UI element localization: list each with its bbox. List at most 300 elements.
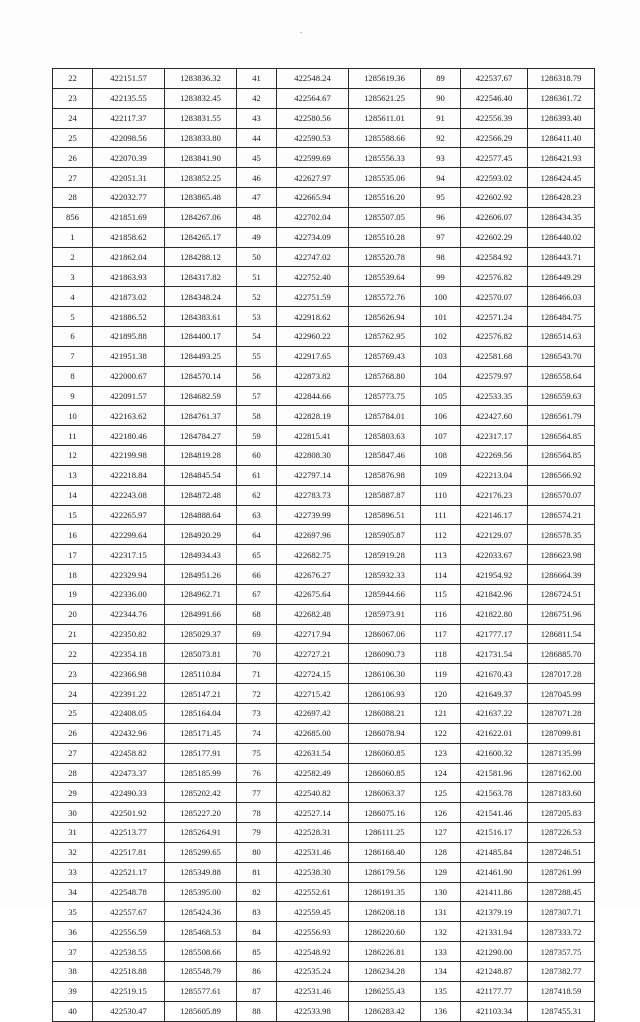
cell-x-coordinate-group-1: 421873.02	[93, 287, 165, 307]
cell-x-coordinate-group-2: 422531.46	[277, 981, 349, 1001]
cell-x-coordinate-group-1: 422538.55	[93, 942, 165, 962]
cell-y-coordinate-group-2: 1285588.66	[349, 128, 421, 148]
cell-point-number-group-1: 8	[53, 366, 93, 386]
cell-y-coordinate-group-2: 1286063.37	[349, 783, 421, 803]
cell-x-coordinate-group-1: 422408.05	[93, 704, 165, 724]
table-row	[53, 525, 595, 545]
cell-y-coordinate-group-3: 1287226.53	[528, 823, 595, 843]
cell-x-coordinate-group-3: 421777.17	[461, 624, 528, 644]
cell-y-coordinate-group-3: 1286514.63	[528, 326, 595, 346]
coordinate-table-body	[53, 69, 595, 1022]
cell-point-number-group-2: 54	[237, 326, 277, 346]
cell-point-number-group-2: 87	[237, 981, 277, 1001]
cell-y-coordinate-group-1: 1284400.17	[165, 326, 237, 346]
cell-x-coordinate-group-1: 422000.67	[93, 366, 165, 386]
cell-point-number-group-3: 126	[421, 803, 461, 823]
cell-x-coordinate-group-1: 422199.98	[93, 446, 165, 466]
table-row	[53, 842, 595, 862]
cell-point-number-group-3: 125	[421, 783, 461, 803]
cell-y-coordinate-group-1: 1285171.45	[165, 723, 237, 743]
table-row	[53, 584, 595, 604]
cell-y-coordinate-group-1: 1285299.65	[165, 842, 237, 862]
cell-y-coordinate-group-3: 1286885.70	[528, 644, 595, 664]
table-row	[53, 723, 595, 743]
cell-x-coordinate-group-2: 422676.27	[277, 565, 349, 585]
cell-y-coordinate-group-3: 1286361.72	[528, 88, 595, 108]
cell-y-coordinate-group-3: 1287017.28	[528, 664, 595, 684]
table-row	[53, 684, 595, 704]
cell-point-number-group-1: 26	[53, 148, 93, 168]
cell-y-coordinate-group-3: 1287307.71	[528, 902, 595, 922]
cell-x-coordinate-group-2: 422960.22	[277, 326, 349, 346]
cell-point-number-group-2: 43	[237, 108, 277, 128]
cell-x-coordinate-group-2: 422727.21	[277, 644, 349, 664]
cell-point-number-group-1: 32	[53, 842, 93, 862]
cell-point-number-group-3: 94	[421, 168, 461, 188]
cell-point-number-group-3: 118	[421, 644, 461, 664]
cell-x-coordinate-group-3: 422576.82	[461, 267, 528, 287]
cell-point-number-group-2: 84	[237, 922, 277, 942]
cell-point-number-group-2: 63	[237, 505, 277, 525]
cell-y-coordinate-group-2: 1285619.36	[349, 69, 421, 89]
cell-y-coordinate-group-2: 1286226.81	[349, 942, 421, 962]
table-row	[53, 188, 595, 208]
cell-y-coordinate-group-3: 1286424.45	[528, 168, 595, 188]
cell-y-coordinate-group-1: 1285164.04	[165, 704, 237, 724]
cell-point-number-group-1: 5	[53, 307, 93, 327]
cell-x-coordinate-group-1: 421858.62	[93, 227, 165, 247]
cell-x-coordinate-group-1: 422366.98	[93, 664, 165, 684]
cell-point-number-group-2: 80	[237, 842, 277, 862]
cell-x-coordinate-group-1: 422051.31	[93, 168, 165, 188]
cell-x-coordinate-group-1: 422135.55	[93, 88, 165, 108]
cell-y-coordinate-group-1: 1284267.06	[165, 207, 237, 227]
cell-point-number-group-1: 36	[53, 922, 93, 942]
cell-y-coordinate-group-3: 1286449.29	[528, 267, 595, 287]
cell-x-coordinate-group-2: 422734.09	[277, 227, 349, 247]
cell-x-coordinate-group-3: 421637.22	[461, 704, 528, 724]
cell-y-coordinate-group-1: 1285177.91	[165, 743, 237, 763]
cell-point-number-group-1: 23	[53, 88, 93, 108]
cell-point-number-group-2: 46	[237, 168, 277, 188]
cell-point-number-group-1: 29	[53, 783, 93, 803]
table-row	[53, 545, 595, 565]
cell-y-coordinate-group-3: 1287071.28	[528, 704, 595, 724]
cell-y-coordinate-group-1: 1284845.54	[165, 465, 237, 485]
cell-point-number-group-1: 34	[53, 882, 93, 902]
cell-point-number-group-3: 131	[421, 902, 461, 922]
cell-y-coordinate-group-2: 1285769.43	[349, 346, 421, 366]
cell-y-coordinate-group-2: 1286168.40	[349, 842, 421, 862]
cell-y-coordinate-group-1: 1283832.45	[165, 88, 237, 108]
cell-point-number-group-3: 122	[421, 723, 461, 743]
cell-point-number-group-1: 38	[53, 961, 93, 981]
cell-y-coordinate-group-1: 1285395.00	[165, 882, 237, 902]
cell-x-coordinate-group-2: 422724.15	[277, 664, 349, 684]
cell-y-coordinate-group-3: 1286428.23	[528, 188, 595, 208]
cell-y-coordinate-group-3: 1286466.03	[528, 287, 595, 307]
cell-point-number-group-3: 107	[421, 426, 461, 446]
cell-point-number-group-2: 88	[237, 1001, 277, 1021]
cell-x-coordinate-group-1: 422517.81	[93, 842, 165, 862]
table-row	[53, 207, 595, 227]
cell-y-coordinate-group-3: 1286393.40	[528, 108, 595, 128]
cell-x-coordinate-group-1: 422117.37	[93, 108, 165, 128]
cell-x-coordinate-group-3: 422129.07	[461, 525, 528, 545]
cell-x-coordinate-group-1: 422265.97	[93, 505, 165, 525]
cell-point-number-group-1: 31	[53, 823, 93, 843]
cell-y-coordinate-group-2: 1285510.28	[349, 227, 421, 247]
cell-y-coordinate-group-2: 1285556.33	[349, 148, 421, 168]
cell-x-coordinate-group-3: 421731.54	[461, 644, 528, 664]
cell-y-coordinate-group-1: 1284784.27	[165, 426, 237, 446]
cell-point-number-group-3: 102	[421, 326, 461, 346]
cell-y-coordinate-group-1: 1284872.48	[165, 485, 237, 505]
table-row	[53, 287, 595, 307]
cell-point-number-group-3: 117	[421, 624, 461, 644]
cell-point-number-group-1: 12	[53, 446, 93, 466]
cell-y-coordinate-group-2: 1285944.66	[349, 584, 421, 604]
cell-point-number-group-3: 130	[421, 882, 461, 902]
cell-point-number-group-3: 105	[421, 386, 461, 406]
cell-point-number-group-1: 17	[53, 545, 93, 565]
table-row	[53, 465, 595, 485]
cell-point-number-group-1: 11	[53, 426, 93, 446]
cell-point-number-group-1: 20	[53, 604, 93, 624]
cell-point-number-group-3: 127	[421, 823, 461, 843]
cell-point-number-group-1: 2	[53, 247, 93, 267]
cell-point-number-group-3: 113	[421, 545, 461, 565]
cell-y-coordinate-group-2: 1286220.60	[349, 922, 421, 942]
cell-y-coordinate-group-1: 1284265.17	[165, 227, 237, 247]
cell-x-coordinate-group-2: 422627.97	[277, 168, 349, 188]
cell-point-number-group-1: 28	[53, 188, 93, 208]
cell-point-number-group-1: 18	[53, 565, 93, 585]
cell-x-coordinate-group-3: 422176.23	[461, 485, 528, 505]
cell-point-number-group-2: 51	[237, 267, 277, 287]
cell-x-coordinate-group-3: 422602.29	[461, 227, 528, 247]
cell-y-coordinate-group-1: 1285029.37	[165, 624, 237, 644]
cell-x-coordinate-group-3: 421248.87	[461, 961, 528, 981]
cell-point-number-group-3: 104	[421, 366, 461, 386]
cell-point-number-group-2: 79	[237, 823, 277, 843]
cell-point-number-group-1: 35	[53, 902, 93, 922]
cell-y-coordinate-group-2: 1286283.42	[349, 1001, 421, 1021]
cell-x-coordinate-group-3: 422269.56	[461, 446, 528, 466]
cell-x-coordinate-group-1: 422490.33	[93, 783, 165, 803]
table-row	[53, 426, 595, 446]
cell-point-number-group-2: 66	[237, 565, 277, 585]
cell-y-coordinate-group-3: 1286811.54	[528, 624, 595, 644]
cell-x-coordinate-group-3: 421622.01	[461, 723, 528, 743]
cell-x-coordinate-group-2: 422797.14	[277, 465, 349, 485]
table-row	[53, 267, 595, 287]
cell-y-coordinate-group-1: 1284317.82	[165, 267, 237, 287]
cell-y-coordinate-group-2: 1285768.80	[349, 366, 421, 386]
cell-point-number-group-2: 68	[237, 604, 277, 624]
cell-y-coordinate-group-1: 1284682.59	[165, 386, 237, 406]
cell-point-number-group-3: 119	[421, 664, 461, 684]
cell-point-number-group-2: 58	[237, 406, 277, 426]
table-row	[53, 942, 595, 962]
cell-point-number-group-2: 86	[237, 961, 277, 981]
cell-x-coordinate-group-1: 421851.69	[93, 207, 165, 227]
cell-point-number-group-1: 7	[53, 346, 93, 366]
cell-point-number-group-2: 48	[237, 207, 277, 227]
cell-point-number-group-3: 112	[421, 525, 461, 545]
table-row	[53, 803, 595, 823]
cell-y-coordinate-group-1: 1284761.37	[165, 406, 237, 426]
cell-x-coordinate-group-2: 422564.67	[277, 88, 349, 108]
cell-point-number-group-1: 9	[53, 386, 93, 406]
cell-x-coordinate-group-1: 422098.56	[93, 128, 165, 148]
cell-y-coordinate-group-3: 1287183.60	[528, 783, 595, 803]
cell-point-number-group-3: 93	[421, 148, 461, 168]
cell-y-coordinate-group-3: 1286434.35	[528, 207, 595, 227]
cell-y-coordinate-group-2: 1286088.21	[349, 704, 421, 724]
cell-y-coordinate-group-3: 1287045.99	[528, 684, 595, 704]
cell-x-coordinate-group-2: 422527.14	[277, 803, 349, 823]
cell-point-number-group-3: 129	[421, 862, 461, 882]
cell-y-coordinate-group-3: 1286443.71	[528, 247, 595, 267]
cell-x-coordinate-group-3: 422571.24	[461, 307, 528, 327]
cell-x-coordinate-group-3: 421581.96	[461, 763, 528, 783]
cell-y-coordinate-group-2: 1286067.06	[349, 624, 421, 644]
cell-point-number-group-1: 39	[53, 981, 93, 1001]
cell-y-coordinate-group-2: 1286090.73	[349, 644, 421, 664]
cell-y-coordinate-group-3: 1286440.02	[528, 227, 595, 247]
cell-point-number-group-1: 28	[53, 763, 93, 783]
cell-x-coordinate-group-2: 422548.92	[277, 942, 349, 962]
cell-y-coordinate-group-1: 1285508.66	[165, 942, 237, 962]
table-row	[53, 148, 595, 168]
cell-x-coordinate-group-1: 422344.76	[93, 604, 165, 624]
cell-point-number-group-3: 98	[421, 247, 461, 267]
cell-x-coordinate-group-3: 422146.17	[461, 505, 528, 525]
cell-point-number-group-1: 10	[53, 406, 93, 426]
cell-y-coordinate-group-2: 1285626.94	[349, 307, 421, 327]
cell-point-number-group-1: 27	[53, 743, 93, 763]
cell-y-coordinate-group-2: 1286078.94	[349, 723, 421, 743]
cell-x-coordinate-group-2: 422682.48	[277, 604, 349, 624]
cell-point-number-group-2: 53	[237, 307, 277, 327]
cell-x-coordinate-group-3: 422427.60	[461, 406, 528, 426]
cell-point-number-group-1: 37	[53, 942, 93, 962]
cell-y-coordinate-group-3: 1287288.45	[528, 882, 595, 902]
cell-point-number-group-3: 97	[421, 227, 461, 247]
table-row	[53, 108, 595, 128]
cell-point-number-group-1: 19	[53, 584, 93, 604]
table-row	[53, 406, 595, 426]
cell-x-coordinate-group-2: 422665.94	[277, 188, 349, 208]
cell-y-coordinate-group-2: 1285887.87	[349, 485, 421, 505]
cell-y-coordinate-group-3: 1287418.59	[528, 981, 595, 1001]
cell-x-coordinate-group-2: 422747.02	[277, 247, 349, 267]
cell-point-number-group-2: 59	[237, 426, 277, 446]
cell-y-coordinate-group-1: 1285202.42	[165, 783, 237, 803]
cell-point-number-group-3: 91	[421, 108, 461, 128]
cell-y-coordinate-group-2: 1286075.16	[349, 803, 421, 823]
cell-point-number-group-2: 83	[237, 902, 277, 922]
cell-y-coordinate-group-3: 1286411.40	[528, 128, 595, 148]
cell-x-coordinate-group-1: 422513.77	[93, 823, 165, 843]
cell-x-coordinate-group-2: 422556.93	[277, 922, 349, 942]
cell-y-coordinate-group-3: 1286724.51	[528, 584, 595, 604]
cell-point-number-group-2: 74	[237, 723, 277, 743]
cell-y-coordinate-group-1: 1284962.71	[165, 584, 237, 604]
cell-x-coordinate-group-2: 422715.42	[277, 684, 349, 704]
cell-point-number-group-2: 45	[237, 148, 277, 168]
table-row	[53, 386, 595, 406]
cell-x-coordinate-group-2: 422739.99	[277, 505, 349, 525]
cell-x-coordinate-group-1: 422556.59	[93, 922, 165, 942]
cell-x-coordinate-group-2: 422552.61	[277, 882, 349, 902]
cell-point-number-group-3: 103	[421, 346, 461, 366]
cell-x-coordinate-group-2: 422702.04	[277, 207, 349, 227]
cell-y-coordinate-group-1: 1283865.48	[165, 188, 237, 208]
cell-point-number-group-2: 42	[237, 88, 277, 108]
table-row	[53, 366, 595, 386]
cell-y-coordinate-group-1: 1284570.14	[165, 366, 237, 386]
cell-x-coordinate-group-3: 422556.39	[461, 108, 528, 128]
cell-point-number-group-3: 116	[421, 604, 461, 624]
cell-x-coordinate-group-1: 422032.77	[93, 188, 165, 208]
cell-x-coordinate-group-2: 422548.24	[277, 69, 349, 89]
cell-y-coordinate-group-1: 1285577.61	[165, 981, 237, 1001]
cell-point-number-group-2: 62	[237, 485, 277, 505]
cell-point-number-group-1: 1	[53, 227, 93, 247]
cell-y-coordinate-group-2: 1285516.20	[349, 188, 421, 208]
cell-x-coordinate-group-3: 422602.92	[461, 188, 528, 208]
cell-y-coordinate-group-2: 1286234.28	[349, 961, 421, 981]
cell-y-coordinate-group-1: 1284383.61	[165, 307, 237, 327]
cell-y-coordinate-group-1: 1285424.36	[165, 902, 237, 922]
cell-x-coordinate-group-2: 422559.45	[277, 902, 349, 922]
cell-point-number-group-2: 77	[237, 783, 277, 803]
cell-x-coordinate-group-1: 422218.84	[93, 465, 165, 485]
table-row	[53, 128, 595, 148]
cell-x-coordinate-group-3: 421516.17	[461, 823, 528, 843]
cell-point-number-group-3: 134	[421, 961, 461, 981]
cell-point-number-group-3: 106	[421, 406, 461, 426]
cell-point-number-group-3: 135	[421, 981, 461, 1001]
cell-x-coordinate-group-2: 422752.40	[277, 267, 349, 287]
cell-x-coordinate-group-1: 422501.92	[93, 803, 165, 823]
table-row	[53, 168, 595, 188]
cell-y-coordinate-group-2: 1286060.85	[349, 763, 421, 783]
cell-point-number-group-2: 47	[237, 188, 277, 208]
cell-x-coordinate-group-3: 422533.35	[461, 386, 528, 406]
cell-y-coordinate-group-1: 1284348.24	[165, 287, 237, 307]
cell-y-coordinate-group-3: 1287162.00	[528, 763, 595, 783]
cell-x-coordinate-group-2: 422783.73	[277, 485, 349, 505]
coordinate-table	[52, 68, 595, 1022]
cell-x-coordinate-group-3: 422213.04	[461, 465, 528, 485]
cell-y-coordinate-group-3: 1287205.83	[528, 803, 595, 823]
cell-point-number-group-3: 136	[421, 1001, 461, 1021]
cell-point-number-group-1: 25	[53, 704, 93, 724]
cell-point-number-group-1: 26	[53, 723, 93, 743]
cell-point-number-group-1: 33	[53, 862, 93, 882]
cell-y-coordinate-group-2: 1285803.63	[349, 426, 421, 446]
cell-point-number-group-2: 56	[237, 366, 277, 386]
cell-y-coordinate-group-2: 1285919.28	[349, 545, 421, 565]
cell-point-number-group-2: 49	[237, 227, 277, 247]
cell-y-coordinate-group-1: 1285605.89	[165, 1001, 237, 1021]
cell-x-coordinate-group-2: 422528.31	[277, 823, 349, 843]
cell-point-number-group-1: 13	[53, 465, 93, 485]
cell-x-coordinate-group-1: 421951.38	[93, 346, 165, 366]
cell-x-coordinate-group-3: 421649.37	[461, 684, 528, 704]
cell-point-number-group-2: 78	[237, 803, 277, 823]
cell-x-coordinate-group-1: 421863.93	[93, 267, 165, 287]
cell-y-coordinate-group-3: 1286623.98	[528, 545, 595, 565]
table-row	[53, 505, 595, 525]
cell-point-number-group-1: 30	[53, 803, 93, 823]
cell-x-coordinate-group-2: 422582.49	[277, 763, 349, 783]
cell-y-coordinate-group-1: 1285349.88	[165, 862, 237, 882]
cell-point-number-group-3: 95	[421, 188, 461, 208]
table-row	[53, 69, 595, 89]
cell-y-coordinate-group-1: 1284493.25	[165, 346, 237, 366]
cell-x-coordinate-group-1: 422518.88	[93, 961, 165, 981]
cell-x-coordinate-group-2: 422815.41	[277, 426, 349, 446]
cell-point-number-group-1: 6	[53, 326, 93, 346]
cell-x-coordinate-group-2: 422531.46	[277, 842, 349, 862]
cell-x-coordinate-group-2: 422918.62	[277, 307, 349, 327]
cell-y-coordinate-group-1: 1284288.12	[165, 247, 237, 267]
cell-point-number-group-1: 40	[53, 1001, 93, 1021]
cell-x-coordinate-group-1: 422548.78	[93, 882, 165, 902]
cell-y-coordinate-group-3: 1286559.63	[528, 386, 595, 406]
cell-x-coordinate-group-1: 422432.96	[93, 723, 165, 743]
cell-x-coordinate-group-2: 422682.75	[277, 545, 349, 565]
cell-point-number-group-3: 89	[421, 69, 461, 89]
cell-y-coordinate-group-3: 1287382.77	[528, 961, 595, 981]
cell-y-coordinate-group-1: 1284951.26	[165, 565, 237, 585]
cell-point-number-group-1: 27	[53, 168, 93, 188]
cell-x-coordinate-group-3: 421177.77	[461, 981, 528, 1001]
cell-point-number-group-3: 121	[421, 704, 461, 724]
cell-x-coordinate-group-3: 421485.84	[461, 842, 528, 862]
cell-y-coordinate-group-3: 1286564.85	[528, 426, 595, 446]
cell-point-number-group-3: 133	[421, 942, 461, 962]
cell-x-coordinate-group-1: 422091.57	[93, 386, 165, 406]
cell-x-coordinate-group-1: 422163.62	[93, 406, 165, 426]
cell-y-coordinate-group-3: 1287261.99	[528, 862, 595, 882]
cell-x-coordinate-group-1: 422391.22	[93, 684, 165, 704]
cell-y-coordinate-group-2: 1285611.01	[349, 108, 421, 128]
cell-point-number-group-3: 109	[421, 465, 461, 485]
cell-y-coordinate-group-2: 1285621.25	[349, 88, 421, 108]
cell-x-coordinate-group-2: 422685.00	[277, 723, 349, 743]
cell-y-coordinate-group-2: 1285784.01	[349, 406, 421, 426]
table-row	[53, 1001, 595, 1021]
cell-y-coordinate-group-2: 1285847.46	[349, 446, 421, 466]
cell-point-number-group-3: 111	[421, 505, 461, 525]
cell-y-coordinate-group-1: 1283831.55	[165, 108, 237, 128]
cell-point-number-group-1: 15	[53, 505, 93, 525]
cell-point-number-group-3: 108	[421, 446, 461, 466]
cell-y-coordinate-group-1: 1284991.66	[165, 604, 237, 624]
cell-y-coordinate-group-3: 1286558.64	[528, 366, 595, 386]
cell-point-number-group-2: 73	[237, 704, 277, 724]
cell-y-coordinate-group-3: 1286421.93	[528, 148, 595, 168]
cell-y-coordinate-group-1: 1285227.20	[165, 803, 237, 823]
table-row	[53, 247, 595, 267]
cell-y-coordinate-group-2: 1285932.33	[349, 565, 421, 585]
cell-y-coordinate-group-1: 1284888.64	[165, 505, 237, 525]
